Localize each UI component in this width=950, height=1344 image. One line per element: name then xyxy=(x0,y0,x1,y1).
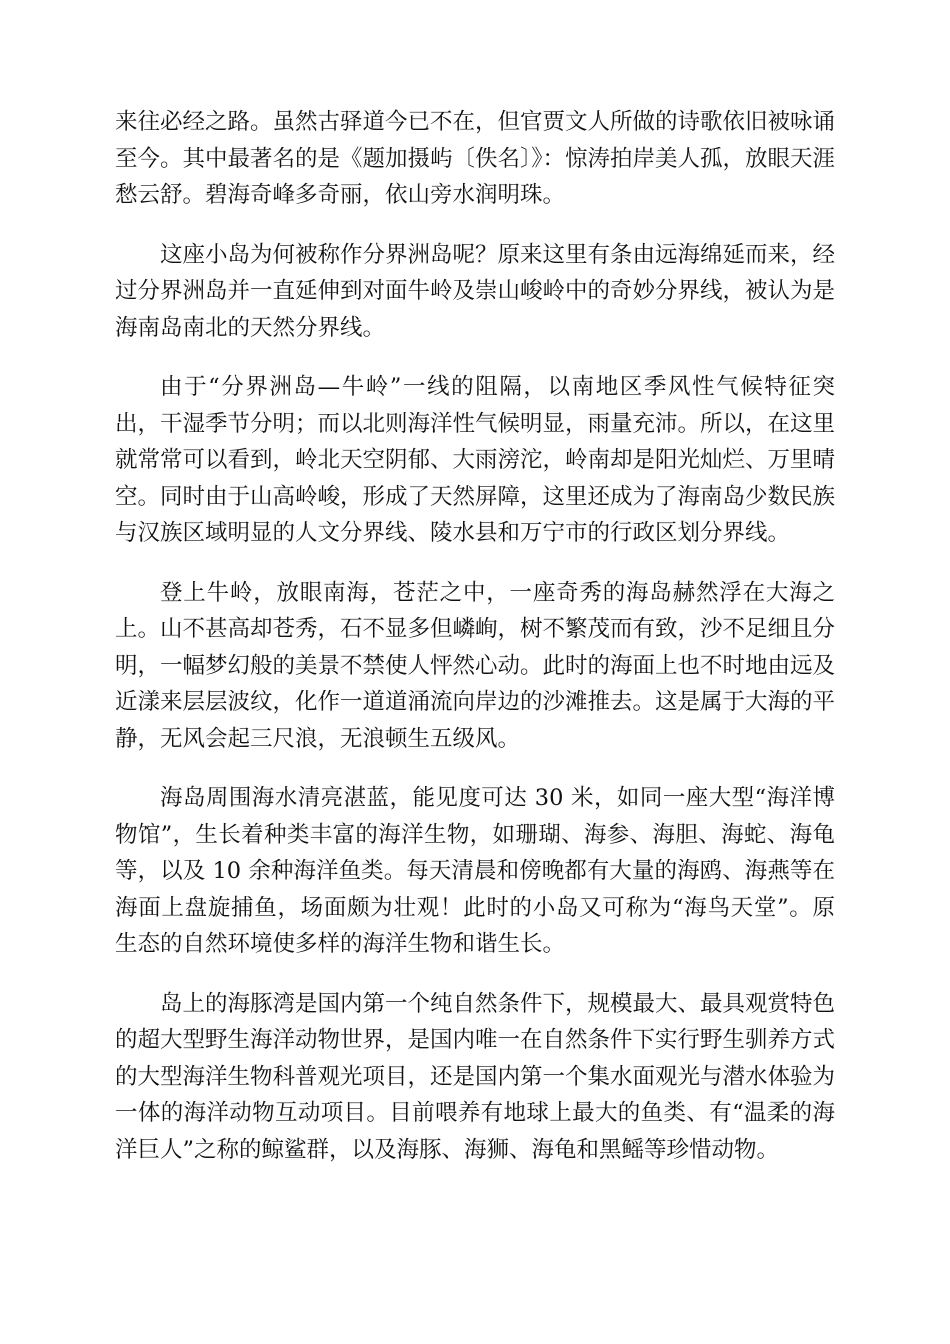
paragraph-island-name: 这座小岛为何被称作分界洲岛呢？原来这里有条由远海绵延而来，经过分界洲岛并一直延伸到对面牛岭及崇山峻岭中的奇妙分界线，被认为是海南岛南北的天然分界线。 xyxy=(115,241,836,341)
paragraph-niuling-view: 登上牛岭，放眼南海，苍茫之中，一座奇秀的海岛赫然浮在大海之上。山不甚高却苍秀，石不显多但嶙峋，树不繁茂而有致，沙不足细且分明，一幅梦幻般的美景不禁使人怦然心动。此时的海面上也不时地由远及近漾来层层波纹，化作一道道涌流向岸边的沙滩推去。这是属于大海的平静，无风会起三尺浪，无浪顿生五级风。 xyxy=(115,579,836,752)
paragraph-continuation: 来往必经之路。虽然古驿道今已不在，但官贾文人所做的诗歌依旧被咏诵至今。其中最著名的是《题加摄屿〔佚名〕》：惊涛拍岸美人孤，放眼天涯愁云舒。碧海奇峰多奇丽，依山旁水润明珠。 xyxy=(115,109,836,208)
paragraph-climate-divide: 由于“分界洲岛—牛岭”一线的阻隔，以南地区季风性气候特征突出，干湿季节分明；而以北则海洋性气候明显，雨量充沛。所以，在这里就常常可以看到，岭北天空阴郁、大雨滂沱，岭南却是阳光灿烂、万里晴空。同时由于山高岭峻，形成了天然屏障，这里还成为了海南岛少数民族与汉族区域明显的人文分界线、陵水县和万宁市的行政区划分界线。 xyxy=(115,374,836,546)
paragraph-dolphin-bay: 岛上的海豚湾是国内第一个纯自然条件下，规模最大、最具观赏特色的超大型野生海洋动物世界，是国内唯一在自然条件下实行野生驯养方式的大型海洋生物科普观光项目，还是国内第一个集水面观光与潜水体验为一体的海洋动物互动项目。目前喂养有地球上最大的鱼类、有“温柔的海洋巨人”之称的鲸鲨群，以及海豚、海狮、海龟和黑鳐等珍惜动物。 xyxy=(115,990,836,1163)
paragraph-marine-life: 海岛周围海水清亮湛蓝，能见度可达 30 米，如同一座大型“海洋博物馆”，生长着种类丰富的海洋生物，如珊瑚、海参、海胆、海蛇、海龟等，以及 10 余种海洋鱼类。每天清晨和傍晚都有大量的海鸥、海燕等在海面上盘旋捕鱼，场面颇为壮观！此时的小岛又可称为“海鸟天堂”。原生态的自然环境使多样的海洋生物和谐生长。 xyxy=(115,785,835,957)
document-page xyxy=(115,104,835,1191)
